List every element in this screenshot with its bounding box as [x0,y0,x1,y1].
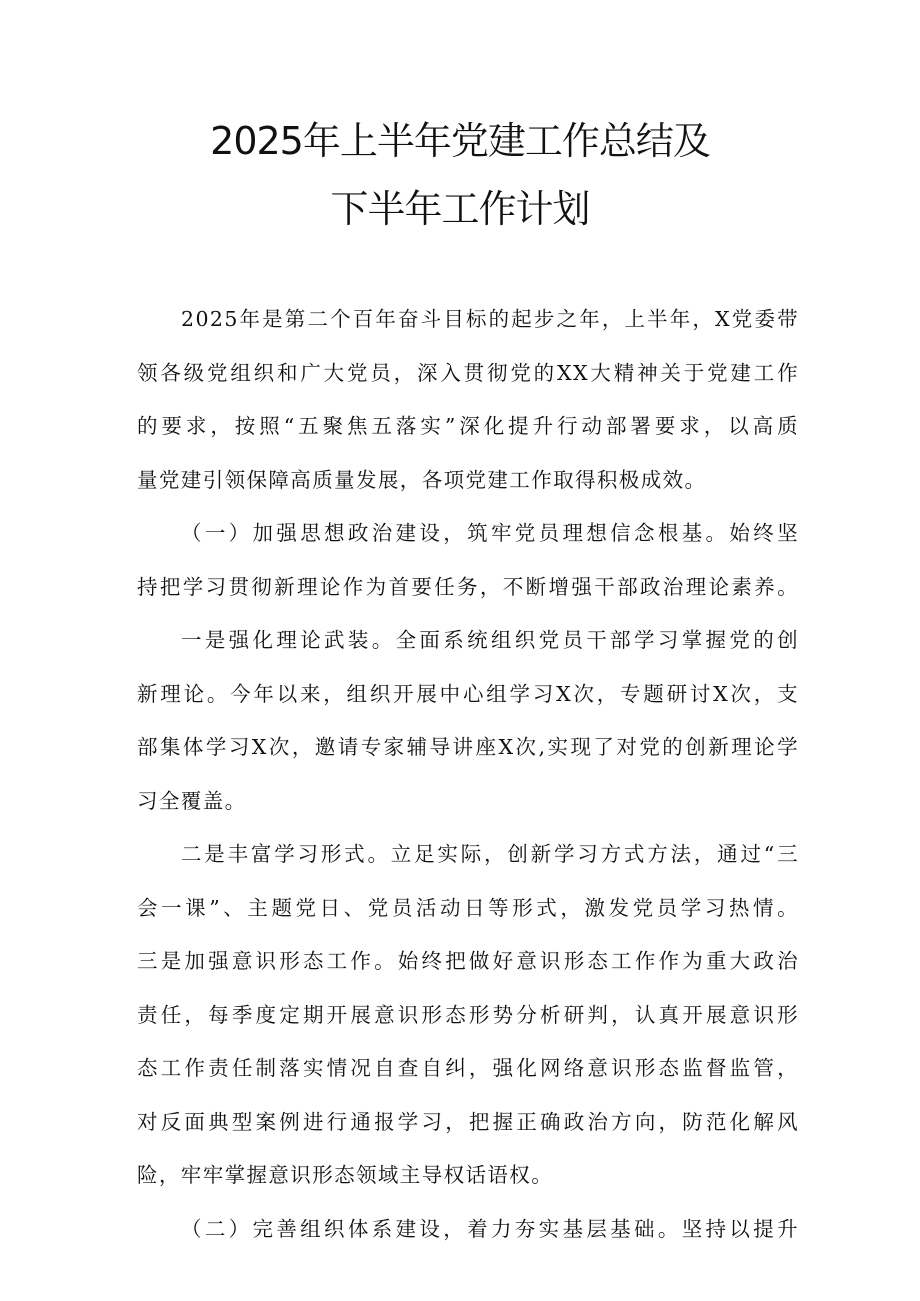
paragraph-line: （一）加强思想政治建设，筑牢党员理想信念根基。始终坚 [181,521,799,545]
paragraph-line: 对反面典型案例进行通报学习，把握正确政治方向，防范化解风 [137,1109,799,1134]
paragraph-line: 二是丰富学习形式。立足实际，创新学习方式方法，通过“三 [181,842,799,866]
paragraph-line: 新理论。今年以来，组织开展中心组学习X次，专题研讨X次，支 [137,681,799,706]
paragraph-line: （二）完善组织体系建设，着力夯实基层基础。坚持以提升 [181,1216,799,1241]
paragraph-line: 领各级党组织和广大党员，深入贯彻党的XX大精神关于党建工作 [137,360,799,385]
paragraph-line: 险，牢牢掌握意识形态领域主导权话语权。 [137,1163,554,1187]
paragraph-line: 量党建引领保障高质量发展，各项党建工作取得积极成效。 [137,467,707,492]
paragraph-line: 一是强化理论武装。全面系统组织党员干部学习掌握党的创 [181,628,799,652]
paragraph-line: 的要求，按照“五聚焦五落实”深化提升行动部署要求，以高质 [137,414,799,438]
paragraph-line: 持把学习贯彻新理论作为首要任务，不断增强干部政治理论素养。 [137,574,799,599]
paragraph-line: 三是加强意识形态工作。始终把做好意识形态工作作为重大政治 [137,949,799,973]
paragraph-line: 会一课”、主题党日、党员活动日等形式，激发党员学习热情。 [137,895,799,920]
document-body [137,293,799,1256]
paragraph-line: 责任，每季度定期开展意识形态形势分析研判，认真开展意识形 [137,1002,799,1027]
paragraph-line: 部集体学习X次，邀请专家辅导讲座X次,实现了对党的创新理论学 [137,735,799,759]
paragraph-line: 习全覆盖。 [137,788,247,813]
paragraph-line: 态工作责任制落实情况自查自纠，强化网络意识形态监督监管， [137,1056,799,1080]
document-title-line-2: 下半年工作计划 [330,187,590,231]
document-title-line-1: 2025年上半年党建工作总结及 [210,119,710,163]
paragraph-line: 2025年是第二个百年奋斗目标的起步之年，上半年，X党委带 [181,307,799,331]
